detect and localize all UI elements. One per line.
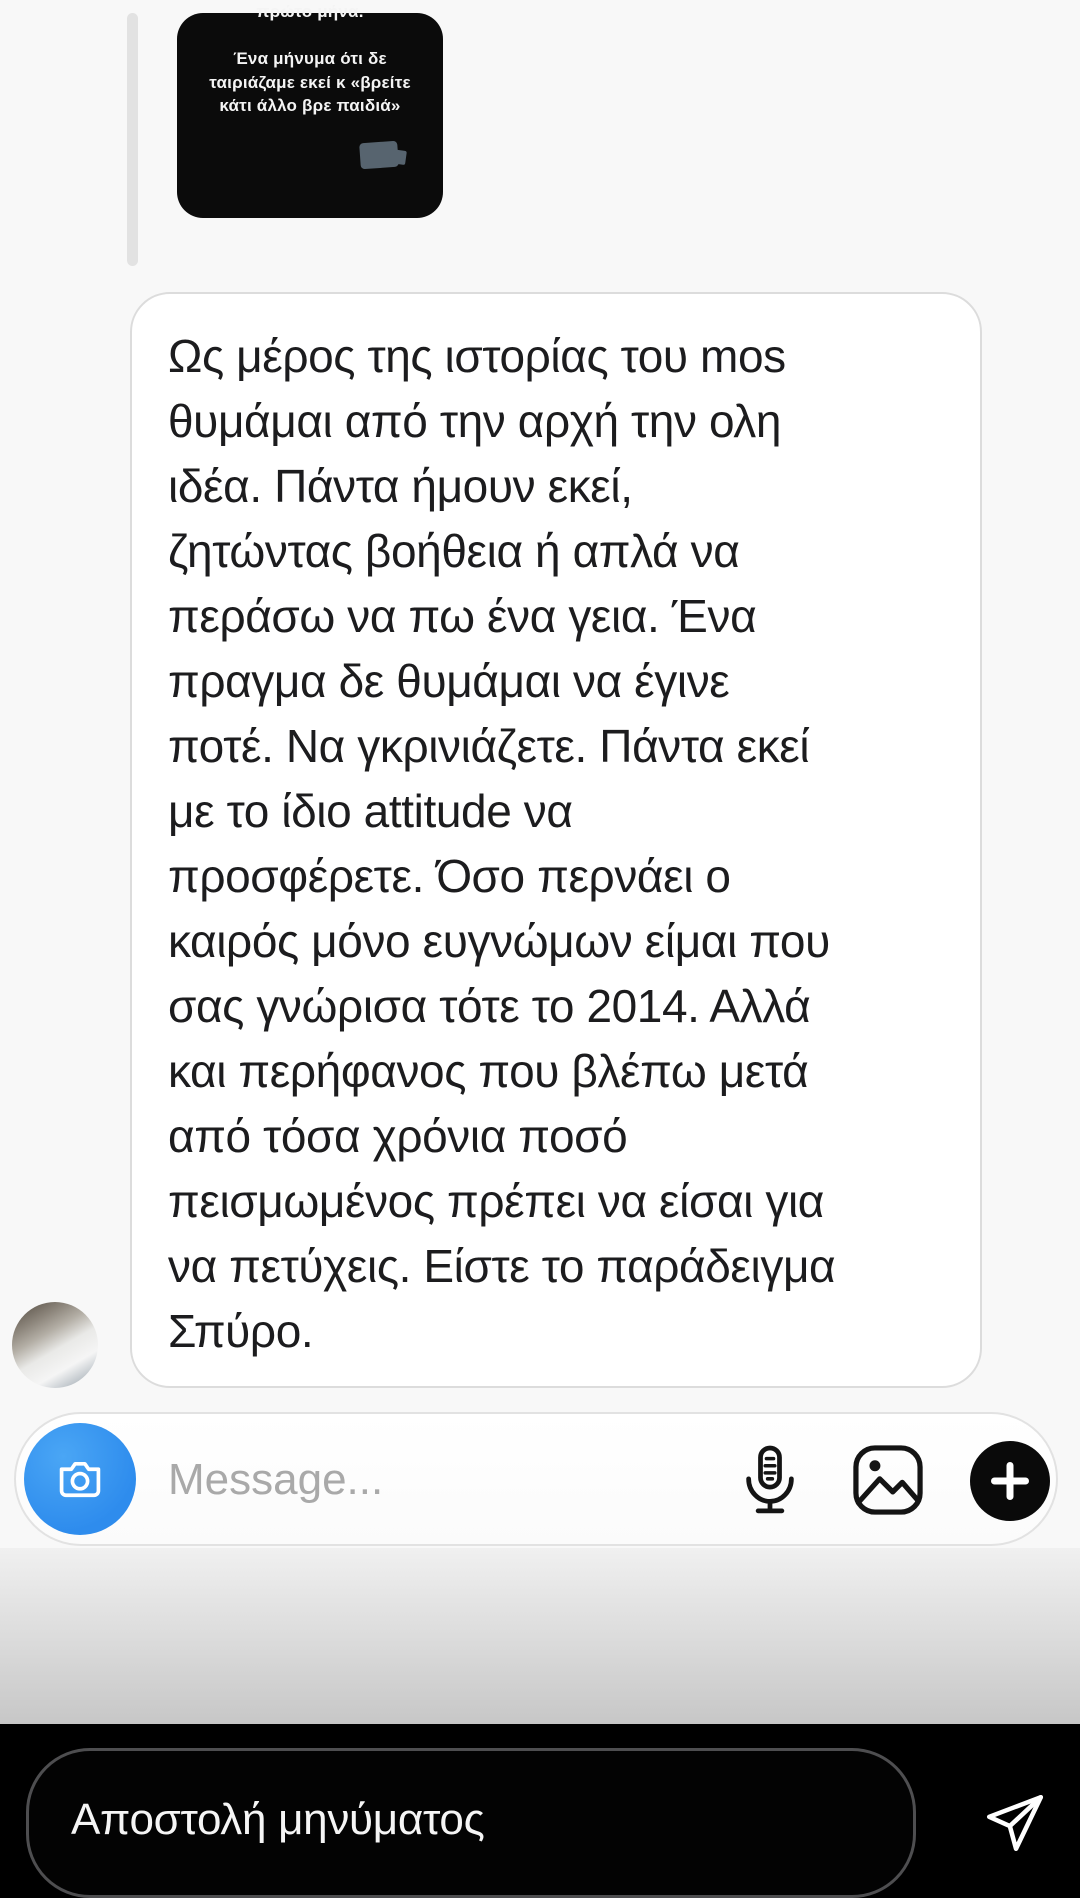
message-input[interactable] xyxy=(166,1414,600,1546)
avatar[interactable] xyxy=(12,1302,98,1388)
story-reply-indicator-line xyxy=(127,13,138,266)
send-button[interactable] xyxy=(982,1790,1048,1856)
story-sticker-part xyxy=(389,149,407,165)
incoming-message-bubble[interactable] xyxy=(130,292,982,1388)
story-text: Ένα μήνυμα ότι δε ταιριάζαμε εκεί κ «βρείτε κάτι άλλο βρε παιδιά» xyxy=(209,49,411,115)
story-reply-placeholder: Αποστολή μηνύματος xyxy=(71,1795,485,1844)
plus-icon xyxy=(987,1458,1033,1504)
camera-button[interactable] xyxy=(24,1423,136,1535)
message-text: Ως μέρος της ιστορίας του mos θυμάμαι από την αρχή την ολη ιδέα. Πάντα ήμουν εκεί, ζητώντας βοήθεια ή απλά να περάσω να πω ένα γεια. Ένα πραγμα δε θυμάμαι να έγινε ποτέ. Να γκρινιάζετε. Πάντα εκεί με το ίδιο attitude να προσφέρετε. Όσο περνάει ο καιρός μόνο ευγνώμων είμαι που σας γνώρισα τότε το 2014. Αλλά και περήφανος που βλέπω μετά από τόσα χρόνια ποσό πεισμωμένος πρέπει να είσαι για να πετύχεις. Είστε το παράδειγμα Σπύρο. xyxy=(168,330,836,1357)
microphone-icon[interactable] xyxy=(732,1442,808,1518)
send-icon xyxy=(982,1790,1048,1856)
story-reply-bar xyxy=(0,1724,1080,1874)
gallery-icon[interactable] xyxy=(850,1442,926,1518)
story-text-clipped: πρώτο μήνα. xyxy=(256,2,364,21)
message-composer xyxy=(14,1412,1058,1546)
camera-icon xyxy=(54,1453,106,1505)
story-preview-card[interactable] xyxy=(177,2,443,218)
plus-button[interactable] xyxy=(970,1441,1050,1521)
story-reply-input[interactable] xyxy=(26,1748,916,1898)
keyboard-shade xyxy=(0,1548,1080,1724)
story-sticker xyxy=(360,138,406,172)
